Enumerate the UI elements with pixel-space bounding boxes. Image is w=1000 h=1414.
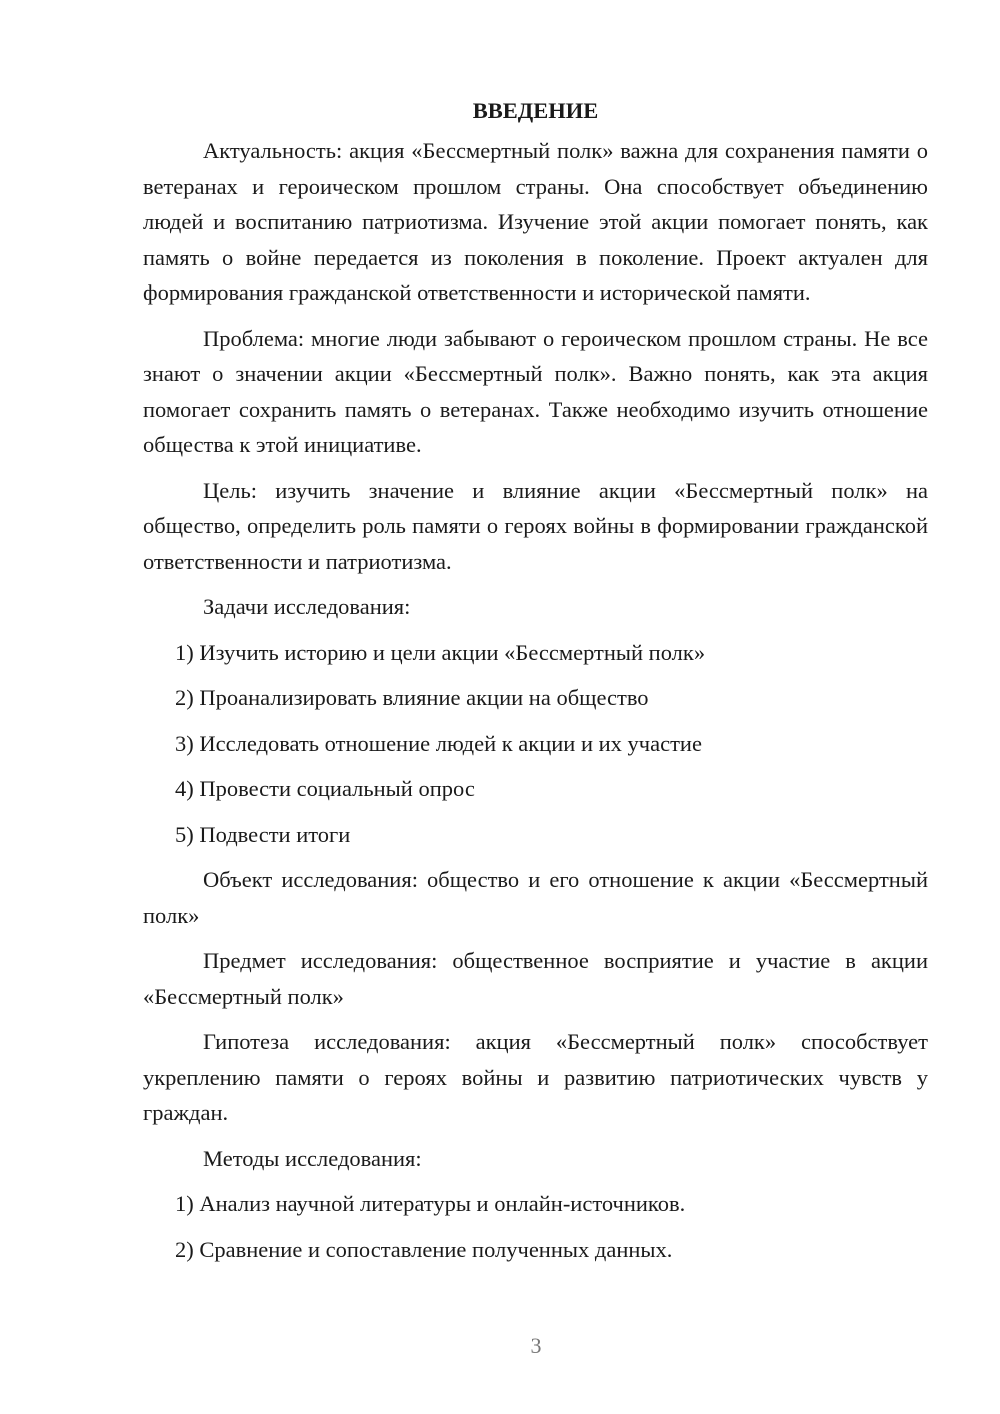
methods-list — [143, 1186, 928, 1267]
page-title: ВВЕДЕНИЕ — [472, 98, 599, 123]
page-content — [143, 92, 928, 1277]
tasks-list — [143, 635, 928, 853]
goal-paragraph: Цель: изучить значение и влияние акции «Бессмертный полк» на общество, определить роль памяти о героях войны в формировании гражданской ответственности и патриотизма. — [143, 477, 928, 574]
methods-heading: Методы исследования: — [203, 1145, 422, 1171]
problem-paragraph: Проблема: многие люди забывают о героическом прошлом страны. Не все знают о значении акции «Бессмертный полк». Важно понять, как эта акция помогает сохранить память о ветеранах. Также необходимо изучить отношение общества к этой инициативе. — [143, 325, 928, 457]
list-item — [143, 680, 928, 716]
object-paragraph: Объект исследования: общество и его отношение к акции «Бессмертный полк» — [143, 867, 928, 928]
list-item-text: Провести социальный опрос — [199, 776, 475, 801]
relevance-paragraph: Актуальность: акция «Бессмертный полк» важна для сохранения памяти о ветеранах и героическом прошлом страны. Она способствует объединению людей и воспитанию патриотизма. Изучение этой акции помогает понять, как память о войне передается из поколения в поколение. Проект актуален для формирования гражданской ответственности и исторической памяти. — [143, 138, 928, 305]
list-item — [143, 1232, 928, 1268]
list-item-text: Анализ научной литературы и онлайн-источников. — [199, 1191, 686, 1216]
list-item-text: Исследовать отношение людей к акции и их участие — [199, 730, 702, 756]
list-item-number: 5) — [175, 821, 194, 847]
list-item-text: Сравнение и сопоставление полученных данных. — [199, 1236, 673, 1262]
hypothesis-paragraph: Гипотеза исследования: акция «Бессмертный полк» способствует укреплению памяти о героях войны и развитию патриотических чувств у граждан. — [143, 1029, 928, 1125]
list-item — [143, 1186, 928, 1222]
list-item-number: 3) — [175, 730, 194, 756]
tasks-heading: Задачи исследования: — [203, 594, 411, 619]
list-item-number: 1) — [175, 1191, 194, 1216]
list-item — [143, 635, 928, 671]
list-item-number: 1) — [175, 639, 194, 665]
list-item-number: 4) — [175, 776, 194, 801]
subject-paragraph: Предмет исследования: общественное восприятие и участие в акции «Бессмертный полк» — [143, 948, 928, 1009]
list-item-text: Проанализировать влияние акции на общество — [199, 685, 649, 710]
page-number: 3 — [530, 1333, 542, 1358]
list-item — [143, 726, 928, 762]
list-item — [143, 817, 928, 853]
list-item — [143, 771, 928, 807]
list-item-text: Изучить историю и цели акции «Бессмертный полк» — [199, 639, 706, 665]
list-item-number: 2) — [175, 685, 194, 710]
list-item-text: Подвести итоги — [199, 821, 351, 847]
list-item-number: 2) — [175, 1236, 194, 1262]
